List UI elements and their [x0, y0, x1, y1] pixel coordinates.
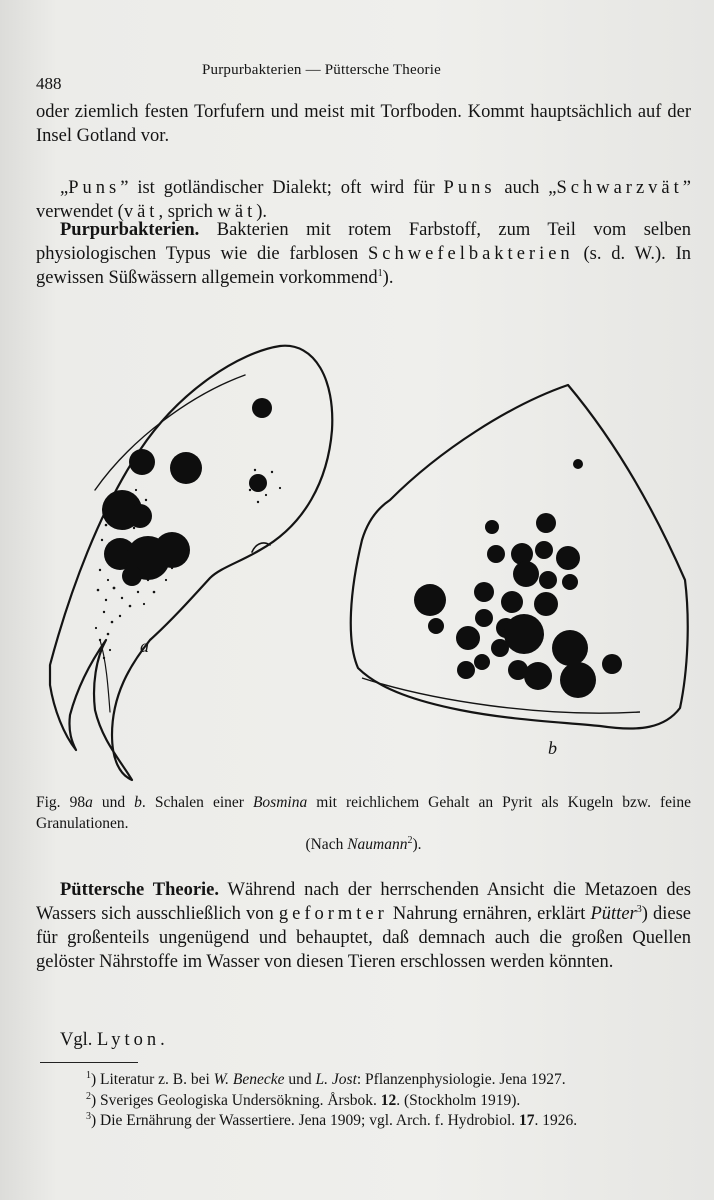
footnote-1-author-1: W. Benecke: [213, 1071, 285, 1088]
pyrite-sphere: [457, 661, 475, 679]
footnote-ref-3: 3: [636, 903, 642, 915]
page-number: 488: [36, 74, 62, 93]
entry-purpurbakterien: [36, 218, 691, 290]
puns-text-3: ” verwendet (: [36, 178, 691, 222]
see-also-end: .: [160, 1030, 165, 1050]
purpur-text-end: ).: [382, 268, 394, 288]
pyrite-sphere: [524, 662, 552, 690]
author-puetter: Pütter: [590, 904, 637, 924]
entry-puettersche-theorie: [36, 878, 691, 974]
term-geformter: geformter: [278, 904, 388, 924]
quote-open: „: [60, 178, 69, 198]
pyrite-sphere: [414, 584, 446, 616]
figure-label-b: b: [548, 738, 557, 758]
caption-text: . Schalen einer: [141, 794, 253, 811]
caption-genus: Bosmina: [252, 794, 308, 811]
caption-main: [36, 792, 691, 834]
pyrite-sphere: [491, 639, 509, 657]
caption-rest: mit reichlichem Gehalt an Pyrit als Kugeln bzw. feine Granulationen.: [36, 794, 691, 832]
caption-source-name: Naumann: [347, 836, 408, 853]
pyrite-sphere: [573, 459, 583, 469]
caption-source-prefix: (Nach: [305, 836, 348, 853]
footnote-1: [36, 1070, 691, 1091]
term-puns: Puns: [68, 178, 121, 198]
pyrite-sphere: [513, 561, 539, 587]
pyrite-sphere: [474, 582, 494, 602]
pyrite-sphere: [428, 618, 444, 634]
footnote-2-volume: 12: [380, 1091, 397, 1109]
term-schwarzvat: Schwarzvät: [556, 178, 683, 198]
footnote-2-text-2: . (Stockholm 1919).: [396, 1091, 521, 1109]
figure-caption: [36, 792, 691, 855]
pyrite-sphere: [501, 591, 523, 613]
pyrite-sphere: [602, 654, 622, 674]
footnote-1-author-2: L. Jost: [315, 1071, 357, 1088]
shell-a-inner-line: [95, 375, 245, 490]
pyrite-sphere: [539, 571, 557, 589]
term-puns-2: Puns: [443, 178, 496, 198]
caption-und: und: [92, 794, 135, 811]
figure-label-a: a: [140, 636, 149, 656]
caption-source-end: ).: [412, 836, 422, 853]
shell-a-outline: [50, 346, 332, 780]
headword-puettersche-theorie: Püttersche Theorie.: [60, 880, 220, 900]
bosmina-illustration: [40, 340, 690, 790]
footnote-divider: [40, 1062, 138, 1063]
footnote-1-and: und: [284, 1071, 316, 1088]
running-title: Purpurbakterien — Püttersche Theorie: [202, 62, 441, 78]
pyrite-sphere: [474, 654, 490, 670]
caption-b: b: [134, 794, 142, 811]
footnote-3-marker: 3: [86, 1110, 91, 1122]
term-schwefelbakterien: Schwefelbakterien: [368, 244, 574, 264]
caption-source: [36, 834, 691, 855]
pyrite-sphere: [249, 474, 267, 492]
footnote-2-text-1: ) Sveriges Geologiska Undersökning. Årsbok.: [91, 1091, 381, 1109]
pyrite-sphere: [128, 504, 152, 528]
pyrite-sphere: [456, 626, 480, 650]
pyrite-sphere: [475, 609, 493, 627]
puetter-text-1: Während nach der herrschenden Ansicht die Metazoen des Wassers sich ausschließlich von: [36, 880, 691, 924]
footnote-3-volume: 17: [519, 1112, 535, 1129]
puns-text-end: ).: [256, 202, 268, 222]
footnote-2-marker: 2: [86, 1090, 91, 1102]
pyrite-sphere: [485, 520, 499, 534]
caption-a: a: [85, 794, 93, 811]
pyrite-sphere: [487, 545, 505, 563]
caption-fig-number: Fig. 98: [36, 794, 86, 811]
see-also-prefix: Vgl.: [60, 1030, 97, 1050]
headword-purpurbakterien: Purpurbakterien.: [60, 220, 200, 240]
footnote-1-text-2: : Pflanzenphysiologie. Jena 1927.: [356, 1071, 566, 1088]
see-also-lyton: Lyton: [97, 1030, 161, 1050]
pyrite-sphere: [562, 574, 578, 590]
shell-b-pyrite-spheres: [414, 459, 622, 698]
footnote-1-text-1: ) Literatur z. B. bei: [91, 1071, 214, 1088]
see-also-line: [36, 1028, 691, 1052]
pyrite-sphere: [129, 449, 155, 475]
puns-text-4: , sprich: [158, 202, 218, 222]
footnote-ref-2: 2: [407, 834, 413, 846]
purpur-text-1: Bakterien mit rotem Farbstoff, zum Teil vom selben physiologischen Typus wie die farblosen: [36, 220, 691, 264]
paragraph-puns: [36, 176, 691, 224]
footnote-3-text-2: . 1926.: [534, 1112, 578, 1129]
pyrite-sphere: [535, 541, 553, 559]
puetter-text-2: Nahrung ernähren, erklärt: [387, 904, 591, 924]
footnote-1-marker: 1: [86, 1069, 91, 1081]
puns-text-1: ” ist gotländischer Dialekt; oft wird für: [120, 178, 444, 198]
pyrite-sphere: [534, 592, 558, 616]
pyrite-sphere: [552, 630, 588, 666]
footnote-3-text-1: ) Die Ernährung der Wassertiere. Jena 1909; vgl. Arch. f. Hydrobiol.: [91, 1112, 520, 1129]
term-vat: vät: [123, 202, 159, 222]
purpur-text-2: (s. d. W.). In gewissen Süßwässern allgemein vorkommend: [36, 244, 691, 288]
footnote-2: [36, 1091, 691, 1112]
puns-text-2: auch „: [495, 178, 557, 198]
shell-a-drawing: [50, 346, 332, 780]
term-wat: wät: [217, 202, 257, 222]
pyrite-sphere: [252, 398, 272, 418]
footnote-ref-1: 1: [377, 267, 383, 279]
pyrite-sphere: [504, 614, 544, 654]
paragraph-torfufern: oder ziemlich festen Torfufern und meist mit Torfboden. Kommt hauptsächlich auf der Insel Gotland vor.: [36, 102, 691, 146]
pyrite-sphere: [556, 546, 580, 570]
footnote-3: [36, 1111, 691, 1132]
pyrite-sphere: [170, 452, 202, 484]
puetter-text-3: ) diese für großenteils ungenügend und behauptet, daß demnach auch die großen Quellen gelöster Nährstoffe im Wasser von diesen Tieren erschlossen werden könnten.: [36, 904, 691, 972]
pyrite-sphere: [122, 566, 142, 586]
pyrite-sphere: [536, 513, 556, 533]
figure-bosmina-shells: [40, 340, 690, 790]
footnotes: [36, 1070, 691, 1132]
pyrite-sphere: [154, 532, 190, 568]
pyrite-sphere: [560, 662, 596, 698]
page-header: [36, 62, 676, 92]
